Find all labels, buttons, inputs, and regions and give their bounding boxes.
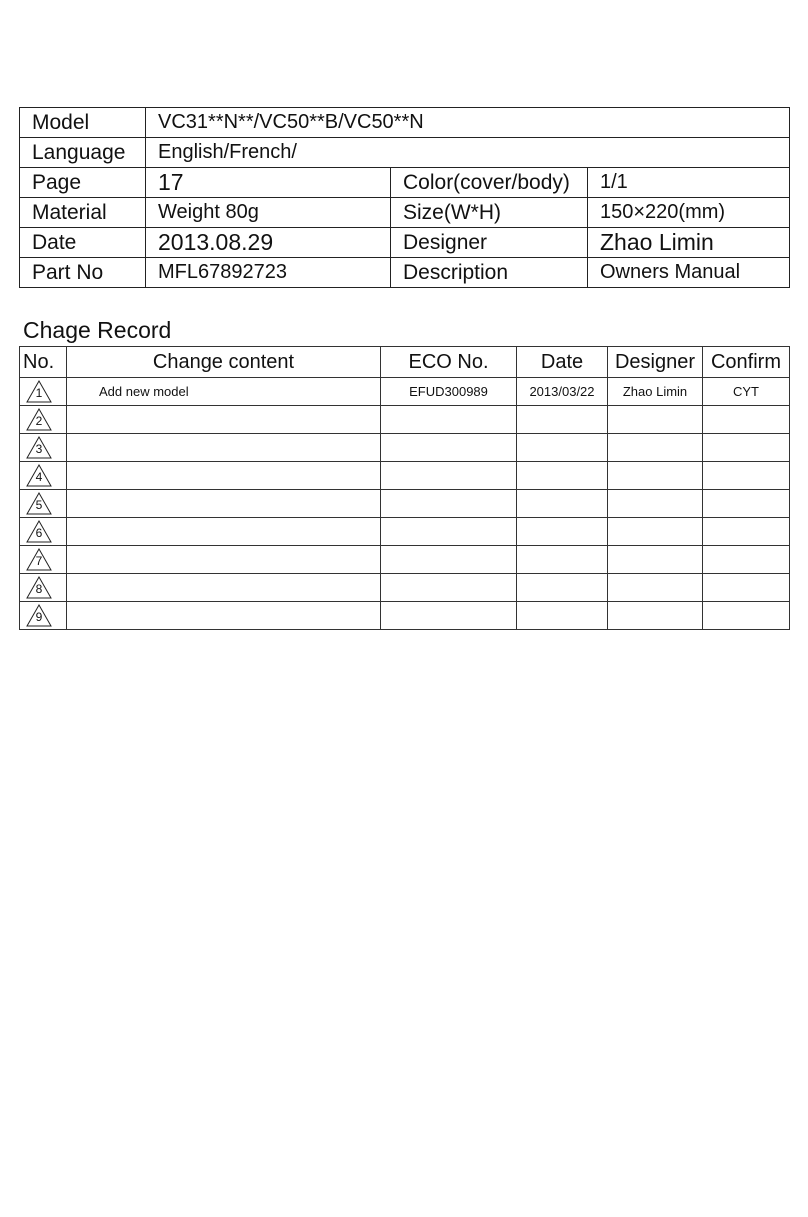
change-content-cell	[67, 434, 381, 462]
model-value: VC31**N**/VC50**B/VC50**N	[146, 108, 790, 138]
revision-number: 4	[35, 470, 43, 484]
date-cell	[517, 462, 608, 490]
designer-cell	[608, 406, 703, 434]
revision-triangle-icon	[26, 604, 52, 627]
date-cell	[517, 434, 608, 462]
description-value: Owners Manual	[588, 258, 790, 288]
date-cell	[517, 602, 608, 630]
revision-number: 5	[35, 498, 43, 512]
color-value: 1/1	[588, 168, 790, 198]
revision-triangle-icon	[26, 436, 52, 459]
confirm-cell	[703, 490, 790, 518]
info-row-page	[20, 168, 790, 198]
change-record-body	[20, 378, 790, 630]
description-label: Description	[391, 258, 588, 288]
revision-triangle-icon	[26, 464, 52, 487]
revision-number: 8	[35, 582, 43, 596]
no-cell	[20, 462, 67, 490]
revision-number: 2	[35, 414, 43, 428]
revision-triangle-icon	[26, 576, 52, 599]
header-eco-no: ECO No.	[381, 347, 517, 378]
partno-label: Part No	[20, 258, 146, 288]
table-row	[20, 518, 790, 546]
change-content-cell	[67, 462, 381, 490]
eco-no-cell	[381, 406, 517, 434]
eco-no-cell	[381, 518, 517, 546]
material-value: Weight 80g	[146, 198, 391, 228]
eco-no-cell	[381, 602, 517, 630]
partno-value: MFL67892723	[146, 258, 391, 288]
designer-cell	[608, 574, 703, 602]
header-confirm: Confirm	[703, 347, 790, 378]
document-info-table	[19, 107, 790, 288]
change-record-title: Chage Record	[23, 317, 172, 343]
table-row	[20, 434, 790, 462]
table-row	[20, 546, 790, 574]
no-cell	[20, 518, 67, 546]
material-label: Material	[20, 198, 146, 228]
table-row	[20, 490, 790, 518]
info-row-language	[20, 138, 790, 168]
table-row	[20, 406, 790, 434]
eco-no-cell: EFUD300989	[381, 378, 517, 406]
table-row	[20, 462, 790, 490]
designer-label: Designer	[391, 228, 588, 258]
header-no: No.	[20, 347, 67, 378]
table-row	[20, 378, 790, 406]
designer-cell	[608, 546, 703, 574]
eco-no-cell	[381, 462, 517, 490]
change-content-cell	[67, 546, 381, 574]
designer-cell	[608, 602, 703, 630]
designer-cell	[608, 434, 703, 462]
change-content-cell	[67, 518, 381, 546]
confirm-cell	[703, 574, 790, 602]
info-row-date	[20, 228, 790, 258]
date-cell	[517, 406, 608, 434]
date-cell	[517, 518, 608, 546]
color-label: Color(cover/body)	[391, 168, 588, 198]
date-cell	[517, 574, 608, 602]
info-row-partno	[20, 258, 790, 288]
confirm-cell	[703, 406, 790, 434]
table-row	[20, 602, 790, 630]
change-content-cell	[67, 574, 381, 602]
change-record-table	[19, 346, 790, 630]
eco-no-cell	[381, 574, 517, 602]
designer-cell	[608, 518, 703, 546]
header-designer: Designer	[608, 347, 703, 378]
confirm-cell: CYT	[703, 378, 790, 406]
revision-number: 3	[35, 442, 43, 456]
revision-triangle-icon	[26, 520, 52, 543]
header-date: Date	[517, 347, 608, 378]
no-cell	[20, 406, 67, 434]
eco-no-cell	[381, 434, 517, 462]
eco-no-cell	[381, 546, 517, 574]
change-content-cell	[67, 490, 381, 518]
page-value: 17	[146, 168, 391, 198]
change-content-cell: Add new model	[67, 378, 381, 406]
designer-cell	[608, 490, 703, 518]
size-value: 150×220(mm)	[588, 198, 790, 228]
date-cell: 2013/03/22	[517, 378, 608, 406]
page-label: Page	[20, 168, 146, 198]
revision-triangle-icon	[26, 380, 52, 403]
designer-cell	[608, 462, 703, 490]
date-value: 2013.08.29	[146, 228, 391, 258]
change-record-header	[20, 347, 790, 378]
designer-value: Zhao Limin	[588, 228, 790, 258]
date-cell	[517, 490, 608, 518]
no-cell	[20, 602, 67, 630]
confirm-cell	[703, 602, 790, 630]
revision-number: 1	[35, 386, 43, 400]
no-cell	[20, 574, 67, 602]
change-content-cell	[67, 602, 381, 630]
info-row-material	[20, 198, 790, 228]
revision-number: 6	[35, 526, 43, 540]
table-row	[20, 574, 790, 602]
revision-triangle-icon	[26, 492, 52, 515]
language-label: Language	[20, 138, 146, 168]
info-row-model	[20, 108, 790, 138]
confirm-cell	[703, 434, 790, 462]
change-content-cell	[67, 406, 381, 434]
no-cell	[20, 378, 67, 406]
date-label: Date	[20, 228, 146, 258]
revision-triangle-icon	[26, 548, 52, 571]
date-cell	[517, 546, 608, 574]
no-cell	[20, 434, 67, 462]
no-cell	[20, 490, 67, 518]
confirm-cell	[703, 462, 790, 490]
language-value: English/French/	[146, 138, 790, 168]
revision-number: 9	[35, 610, 43, 624]
no-cell	[20, 546, 67, 574]
model-label: Model	[20, 108, 146, 138]
eco-no-cell	[381, 490, 517, 518]
designer-cell: Zhao Limin	[608, 378, 703, 406]
confirm-cell	[703, 518, 790, 546]
revision-triangle-icon	[26, 408, 52, 431]
header-change-content: Change content	[67, 347, 381, 378]
confirm-cell	[703, 546, 790, 574]
revision-number: 7	[35, 554, 43, 568]
size-label: Size(W*H)	[391, 198, 588, 228]
